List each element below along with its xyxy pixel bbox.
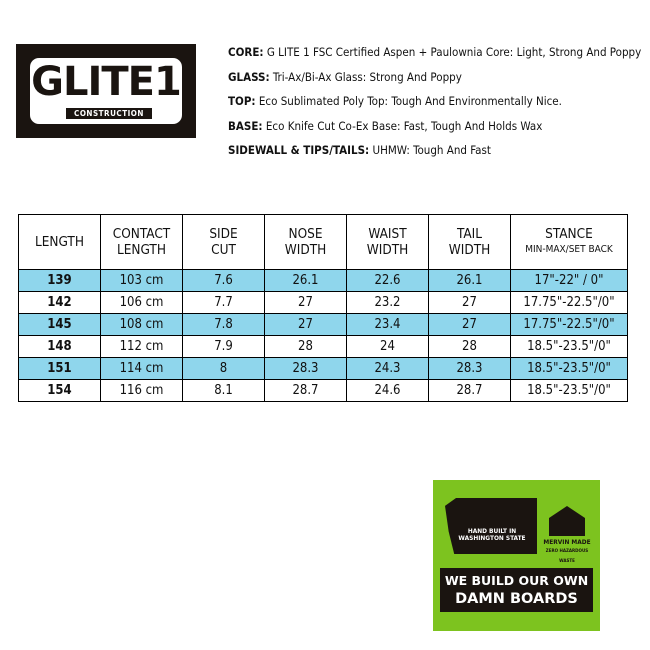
spec-top: TOP: Eco Sublimated Poly Top: Tough And Environmentally Nice.: [228, 94, 562, 108]
table-row: 139 103 cm 7.6 26.1 22.6 26.1 17"-22" / 0": [19, 270, 628, 292]
table-row: 142 106 cm 7.7 27 23.2 27 17.75"-22.5"/0": [19, 292, 628, 314]
slogan-line-1: WE BUILD OUR OWN: [444, 573, 589, 588]
mervin-made-label: MERVIN MADE: [543, 538, 591, 546]
zero-waste-label: ZERO HAZARDOUS WASTE: [545, 549, 589, 564]
logo-word: GLITE1: [31, 59, 181, 105]
header-tail-width: TAIL WIDTH: [429, 215, 511, 270]
washington-state-icon: [445, 498, 537, 554]
slogan-line-2: DAMN BOARDS: [455, 591, 578, 607]
size-table: [18, 214, 628, 402]
header-nose-width: NOSE WIDTH: [265, 215, 347, 270]
hand-built-label: HAND BUILT IN WASHINGTON STATE: [458, 527, 526, 542]
table-row: 145 108 cm 7.8 27 23.4 27 17.75"-22.5"/0": [19, 314, 628, 336]
factory-icon: [549, 506, 585, 536]
header-stance: STANCE MIN-MAX/SET BACK: [511, 215, 628, 270]
table-header-row: [19, 215, 628, 270]
spec-sidewall: SIDEWALL & TIPS/TAILS: UHMW: Tough And Fast: [228, 143, 491, 157]
header-side-cut: SIDE CUT: [183, 215, 265, 270]
mervin-made-logo: [541, 498, 593, 564]
made-in-washington-badge: [433, 480, 600, 631]
slogan-box: [440, 568, 593, 612]
header-waist-width: WAIST WIDTH: [347, 215, 429, 270]
logo-sub: CONSTRUCTION: [66, 108, 152, 119]
spec-glass: GLASS: Tri-Ax/Bi-Ax Glass: Strong And Poppy: [228, 69, 462, 84]
table-row: 148 112 cm 7.9 28 24 28 18.5"-23.5"/0": [19, 336, 628, 358]
spec-core: CORE: G LITE 1 FSC Certified Aspen + Paulownia Core: Light, Strong And Poppy: [228, 45, 642, 59]
glite1-logo: [16, 44, 196, 138]
spec-base: BASE: Eco Knife Cut Co-Ex Base: Fast, Tough And Holds Wax: [228, 118, 543, 133]
table-row: 154 116 cm 8.1 28.7 24.6 28.7 18.5"-23.5"/0": [19, 380, 628, 402]
header-length: LENGTH: [19, 215, 101, 270]
table-row: 151 114 cm 8 28.3 24.3 28.3 18.5"-23.5"/0": [19, 358, 628, 380]
spec-list: [228, 40, 648, 163]
header-contact-length: CONTACT LENGTH: [101, 215, 183, 270]
